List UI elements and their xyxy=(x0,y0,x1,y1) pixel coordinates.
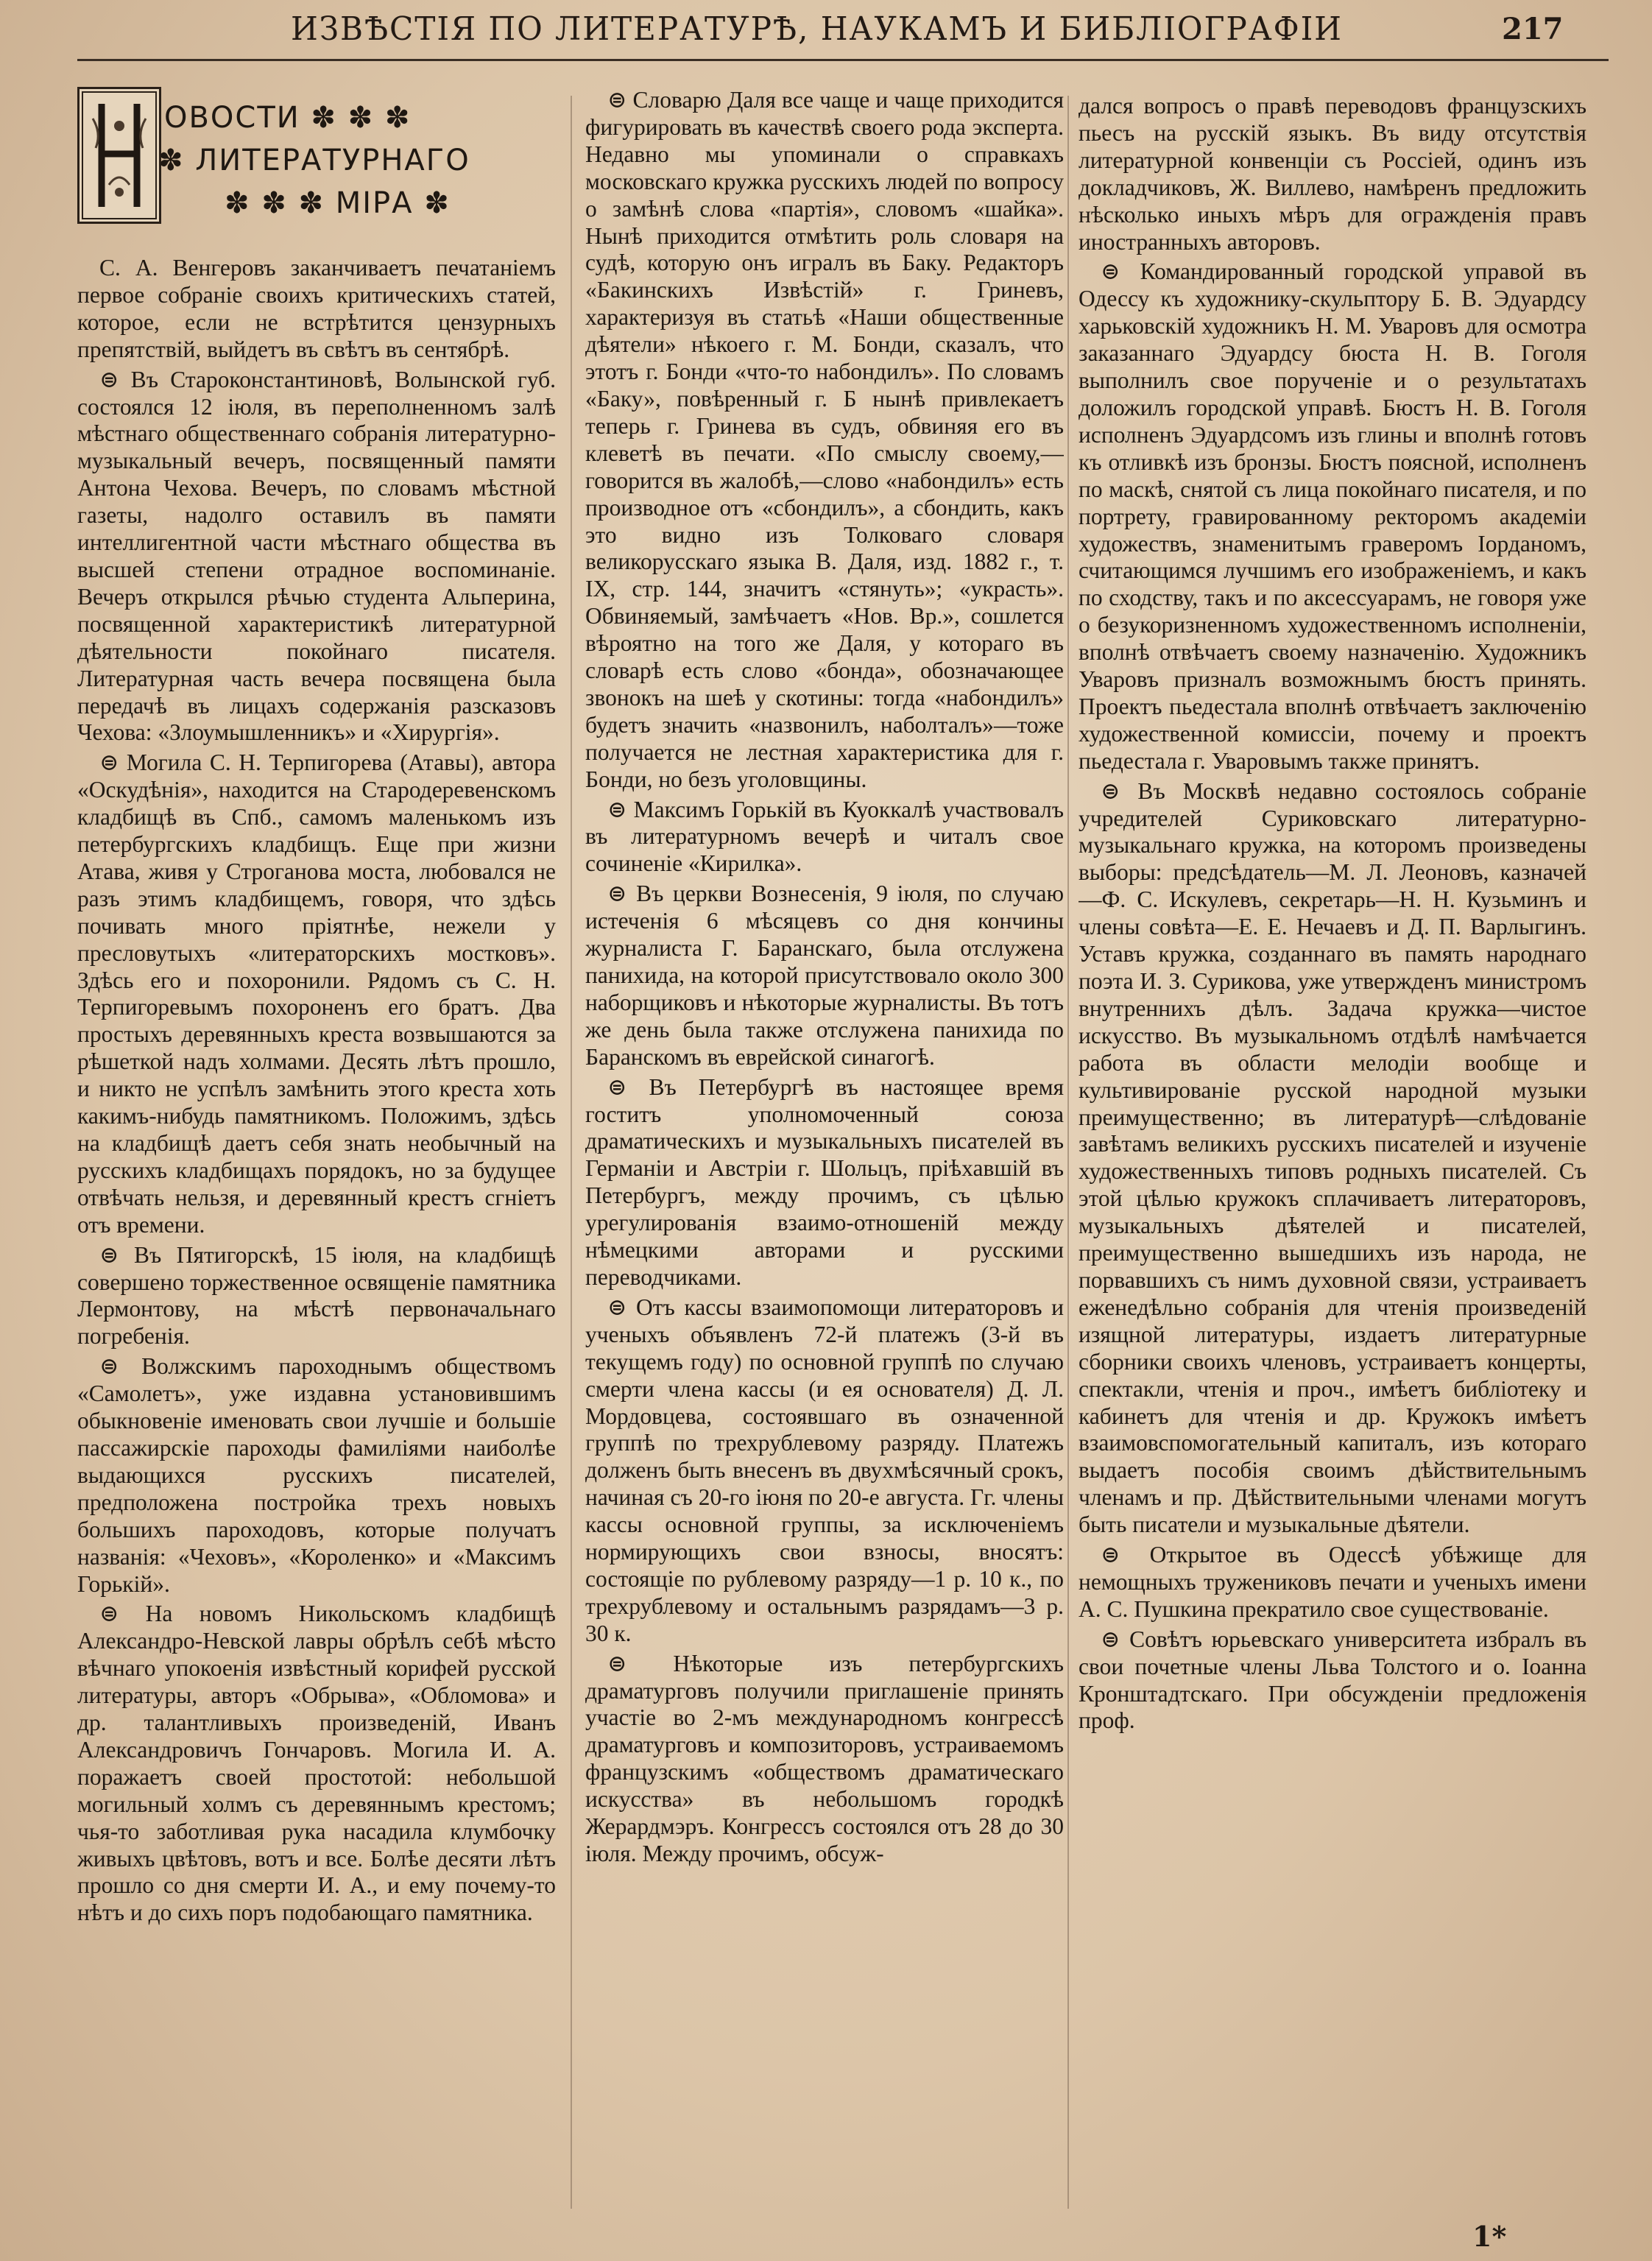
news-item: ⊜ Въ церкви Вознесенія, 9 іюля, по случаю истеченія 6 мѣсяцевъ со дня кончины журналиста Г. Баранскаго, была отслужена панихида, на которой присутствовало около 300 наборщиковъ и нѣкоторые журналисты. Въ тотъ же день была также отслужена панихида по Баранскомъ въ еврейской синагогѣ. xyxy=(585,881,1064,1070)
heading-line-2: ✽ ЛИТЕРАТУРНАГО xyxy=(158,144,470,177)
news-item: ⊜ Нѣкоторые изъ петербургскихъ драматурговъ получили приглашеніе принять участіе во 2-мъ международномъ конгрессѣ драматурговъ и композиторовъ, устраиваемомъ французскимъ «обществомъ драматическаго искусства» въ небольшомъ городкѣ Жерардмэръ. Конгрессъ состоялся отъ 28 до 30 іюля. Между прочимъ, обсуж- xyxy=(585,1650,1064,1866)
running-header xyxy=(0,6,1652,57)
news-item: ⊜ Максимъ Горькій въ Куоккалѣ участвовалъ въ литературномъ вечерѣ и читалъ свое сочиненіе «Кирилка». xyxy=(585,796,1064,877)
ornament-initial-icon xyxy=(80,89,159,222)
news-item: ⊜ Совѣтъ юрьевскаго университета избралъ въ свои почетные члены Льва Толстого и о. Іоанна Кронштадтскаго. При обсужденіи предложенія проф. xyxy=(1079,1626,1586,1734)
heading-line-1: ОВОСТИ ✽ ✽ ✽ xyxy=(164,101,412,135)
news-item: ⊜ Отъ кассы взаимопомощи литераторовъ и ученыхъ объявленъ 72-й платежъ (3-й въ текущемъ году) по основной группѣ по случаю смерти члена кассы (и ея основателя) Д. Л. Мордовцева, состоявшаго въ означенной группѣ по трехрублевому разряду. Платежъ долженъ быть внесенъ въ двухмѣсячный срокъ, начиная съ 20-го іюня по 20-е августа. Гг. члены кассы основной группы, за исключеніемъ нормирующихъ свои взносы, вносятъ: состоящіе по рублевому разряду—1 р. 10 к., по трехрублевому и остальнымъ разрядамъ—3 р. 30 к. xyxy=(585,1294,1064,1646)
news-item: ⊜ Командированный городской управой въ Одессу къ художнику-скульптору Б. В. Эдуардсу харьковскій художникъ Н. М. Уваровъ для осмотра заказаннаго Эдуардсу бюста Н. В. Гоголя выполнилъ свое порученіе и о результатахъ доложилъ городской управѣ. Бюстъ Н. В. Гоголя исполненъ Эдуардсомъ изъ глины и вполнѣ готовъ къ отливкѣ изъ бронзы. Бюстъ поясной, исполненъ по маскѣ, снятой съ лица покойнаго писателя, и по портрету, гравированному ректоромъ академіи художествъ, знаменитымъ граверомъ Іорданомъ, считающимся лучшимъ его изображеніемъ, и какъ по сходству, такъ и по аксессуарамъ, не говоря уже о безукоризненномъ художественномъ исполненіи, вполнѣ отвѣчаетъ своему назначенію. Художникъ Уваровъ призналъ возможнымъ бюстъ принять. Проектъ пьедестала вполнѣ отвѣчаетъ заключенію художественной комиссіи, почему и проектъ пьедестала г. Уваровымъ также принятъ. xyxy=(1079,258,1586,774)
header-rule xyxy=(77,59,1609,61)
signature-mark: 1* xyxy=(1472,2220,1507,2253)
section-heading xyxy=(77,87,556,250)
news-item-continued: дался вопросъ о правѣ переводовъ французскихъ пьесъ на русскій языкъ. Въ виду отсутствія литературной конвенціи съ Россіей, одинъ изъ докладчиковъ, Ж. Виллево, намѣренъ предложить нѣсколько иныхъ мѣръ для огражденія правъ иностранныхъ авторовъ. xyxy=(1079,93,1586,255)
news-item: ⊜ Могила С. Н. Терпигорева (Атавы), автора «Оскудѣнія», находится на Стародеревенскомъ кладбищѣ въ Спб., самомъ маленькомъ изъ петербургскихъ кладбищъ. Еще при жизни Атава, живя у Строганова моста, любовался не разъ этимъ кладбищемъ, говоря, что здѣсь почивать много пріятнѣе, нежели у пресловутыхъ «литераторскихъ мостковъ». Здѣсь его и похоронили. Рядомъ съ С. Н. Терпигоревымъ похороненъ его братъ. Два простыхъ деревянныхъ креста возвышаются за рѣшеткой надъ холмами. Десять лѣтъ прошло, и никто не успѣлъ замѣнить этого креста хоть какимъ-нибудь памятникомъ. Положимъ, здѣсь на кладбищѣ даетъ себя знать необычный на русскихъ кладбищахъ порядокъ, но за будущее отвѣчать нельзя, и деревянный крестъ сгніетъ отъ времени. xyxy=(77,749,556,1238)
column-divider xyxy=(1067,96,1069,2209)
column-2 xyxy=(585,87,1064,2218)
running-title: ИЗВѢСТІЯ ПО ЛИТЕРАТУРѢ, НАУКАМЪ И БИБЛІОГРАФІИ xyxy=(291,10,1343,48)
news-item: ⊜ Въ Староконстантиновѣ, Волынской губ. состоялся 12 іюля, въ переполненномъ залѣ мѣстнаго общественнаго собранія литературно-музыкальный вечеръ, посвященный памяти Антона Чехова. Вечеръ, по словамъ мѣстной газеты, надолго оставилъ въ памяти интеллигентной части мѣстнаго общества въ высшей степени отрадное воспоминаніе. Вечеръ открылся рѣчью студента Альперина, посвященной характеристикѣ литературной дѣятельности покойнаго писателя. Литературная часть вечера посвящена была передачѣ въ лицахъ содержанія разсказовъ Чехова: «Злоумышленникъ» и «Хирургія». xyxy=(77,366,556,746)
news-item: ⊜ Въ Пятигорскѣ, 15 іюля, на кладбищѣ совершено торжественное освященіе памятника Лермонтову, на мѣстѣ первоначальнаго погребенія. xyxy=(77,1241,556,1350)
column-3 xyxy=(1079,93,1586,2224)
page-number: 217 xyxy=(1502,12,1564,46)
news-item: С. А. Венгеровъ заканчиваетъ печатаніемъ первое собраніе своихъ критическихъ статей, которое, если не встрѣтится цензурныхъ препятствій, выйдетъ въ свѣтъ въ сентябрѣ. xyxy=(77,255,556,362)
news-item: ⊜ На новомъ Никольскомъ кладбищѣ Александро-Невской лавры обрѣлъ себѣ мѣсто вѣчнаго упокоенія извѣстный корифей русской литературы, авторъ «Обрыва», «Обломова» и др. талантливыхъ произведеній, Иванъ Александровичъ Гончаровъ. Могила И. А. поражаетъ своей простотой: небольшой могильный холмъ съ деревяннымъ крестомъ; чья-то заботливая рука насадила клумбочку живыхъ цвѣтовъ, вотъ и все. Болѣе десяти лѣтъ прошло со дня смерти И. А., и ему почему-то нѣтъ и до сихъ поръ подобающаго памятника. xyxy=(77,1601,556,1926)
news-item: ⊜ Волжскимъ пароходнымъ обществомъ «Самолетъ», уже издавна установившимъ обыкновеніе именовать свои лучшіе и большіе пассажирскіе пароходы фамиліями наиболѣе выдающихся русскихъ писателей, предположена постройка трехъ новыхъ большихъ пароходовъ, которые получатъ названія: «Чеховъ», «Короленко» и «Максимъ Горькій». xyxy=(77,1353,556,1597)
news-item: ⊜ Въ Петербургѣ въ настоящее время гоститъ уполномоченный союза драматическихъ и музыкальныхъ писателей въ Германіи и Австріи г. Шольцъ, пріѣхавшій въ Петербургъ, между прочимъ, съ цѣлью урегулированія взаимо-отношеній между нѣмецкими авторами и русскими переводчиками. xyxy=(585,1073,1064,1290)
decorative-initial xyxy=(77,87,161,224)
news-item: ⊜ Въ Москвѣ недавно состоялось собраніе учредителей Суриковскаго литературно-музыкальнаго кружка, на которомъ произведены выборы: предсѣдатель—М. Л. Леоновъ, казначей—Ф. С. Искулевъ, секретарь—Н. Н. Кузьминъ и члены совѣта—Е. Е. Нечаевъ и Д. П. Варлыгинъ. Уставъ кружка, созданнаго въ память народнаго поэта И. З. Сурикова, уже утвержденъ министромъ внутреннихъ дѣлъ. Задача кружка—чистое искусство. Въ музыкальномъ отдѣлѣ намѣчается работа въ области мелодіи вообще и культивированіе русской народной музыки преимущественно; въ литературѣ—слѣдованіе завѣтамъ великихъ русскихъ писателей и изученіе художественныхъ типовъ родныхъ писателей. Съ этой цѣлью кружокъ сплачиваетъ литераторовъ, музыкальныхъ дѣятелей и писателей, преимущественно вышедшихъ изъ народа, не порвавшихъ съ нимъ духовной связи, устраиваетъ еженедѣльно собранія для чтенія произведеній изящной литературы, издаетъ литературные сборники своихъ членовъ, устраиваетъ концерты, спектакли, чтенія и проч., имѣетъ библіотеку и кабинетъ для чтенія и др. Кружокъ имѣетъ взаимовспомогательный капиталъ, изъ котораго выдаетъ пособія своимъ дѣйствительнымъ членамъ и пр. Дѣйствительными членами могутъ быть писатели и музыкальные дѣятели. xyxy=(1079,777,1586,1538)
heading-line-3: ✽ ✽ ✽ МІРА ✽ xyxy=(225,186,451,220)
news-item: ⊜ Словарю Даля все чаще и чаще приходится фигурировать въ качествѣ своего рода эксперта. Недавно мы упоминали о справкахъ московскаго кружка русскихъ людей по вопросу о замѣнѣ слова «партія», словомъ «шайка». Нынѣ приходится отмѣтить роль словаря на судѣ, которую онъ игралъ въ Баку. Редакторъ «Бакинскихъ Извѣстій» г. Гриневъ, характеризуя въ статьѣ «Наши общественные дѣятели» нѣкоего г. М. Бонди, сказалъ, что этотъ г. Бонди «что-то набондилъ». По словамъ «Баку», повѣренный г. Б нынѣ привлекаетъ теперь г. Гринева въ судъ, обвиняя его въ клеветѣ въ печати. «По смыслу своему,—говорится въ жалобѣ,—слово «набондилъ» есть производное отъ «сбондилъ», а сбондить, какъ это видно изъ Толковаго словаря великорусскаго языка В. Даля, изд. 1882 г., т. IX, стр. 144, значитъ «стянуть»; «украсть». Обвиняемый, замѣчаетъ «Нов. Вр.», сошлется вѣроятно на того же Даля, у котораго въ словарѣ есть слово «бонда», обозначающее звонокъ на шеѣ у скотины: тогда «набондилъ» будетъ значить «назвонилъ, наболталъ»—тоже получается не лестная характеристика для г. Бонди, но безъ уголовщины. xyxy=(585,87,1064,792)
column-1 xyxy=(77,87,556,2218)
news-item: ⊜ Открытое въ Одессѣ убѣжище для немощныхъ тружениковъ печати и ученыхъ имени А. С. Пушкина прекратило свое существованіе. xyxy=(1079,1542,1586,1622)
column-divider xyxy=(571,96,572,2209)
